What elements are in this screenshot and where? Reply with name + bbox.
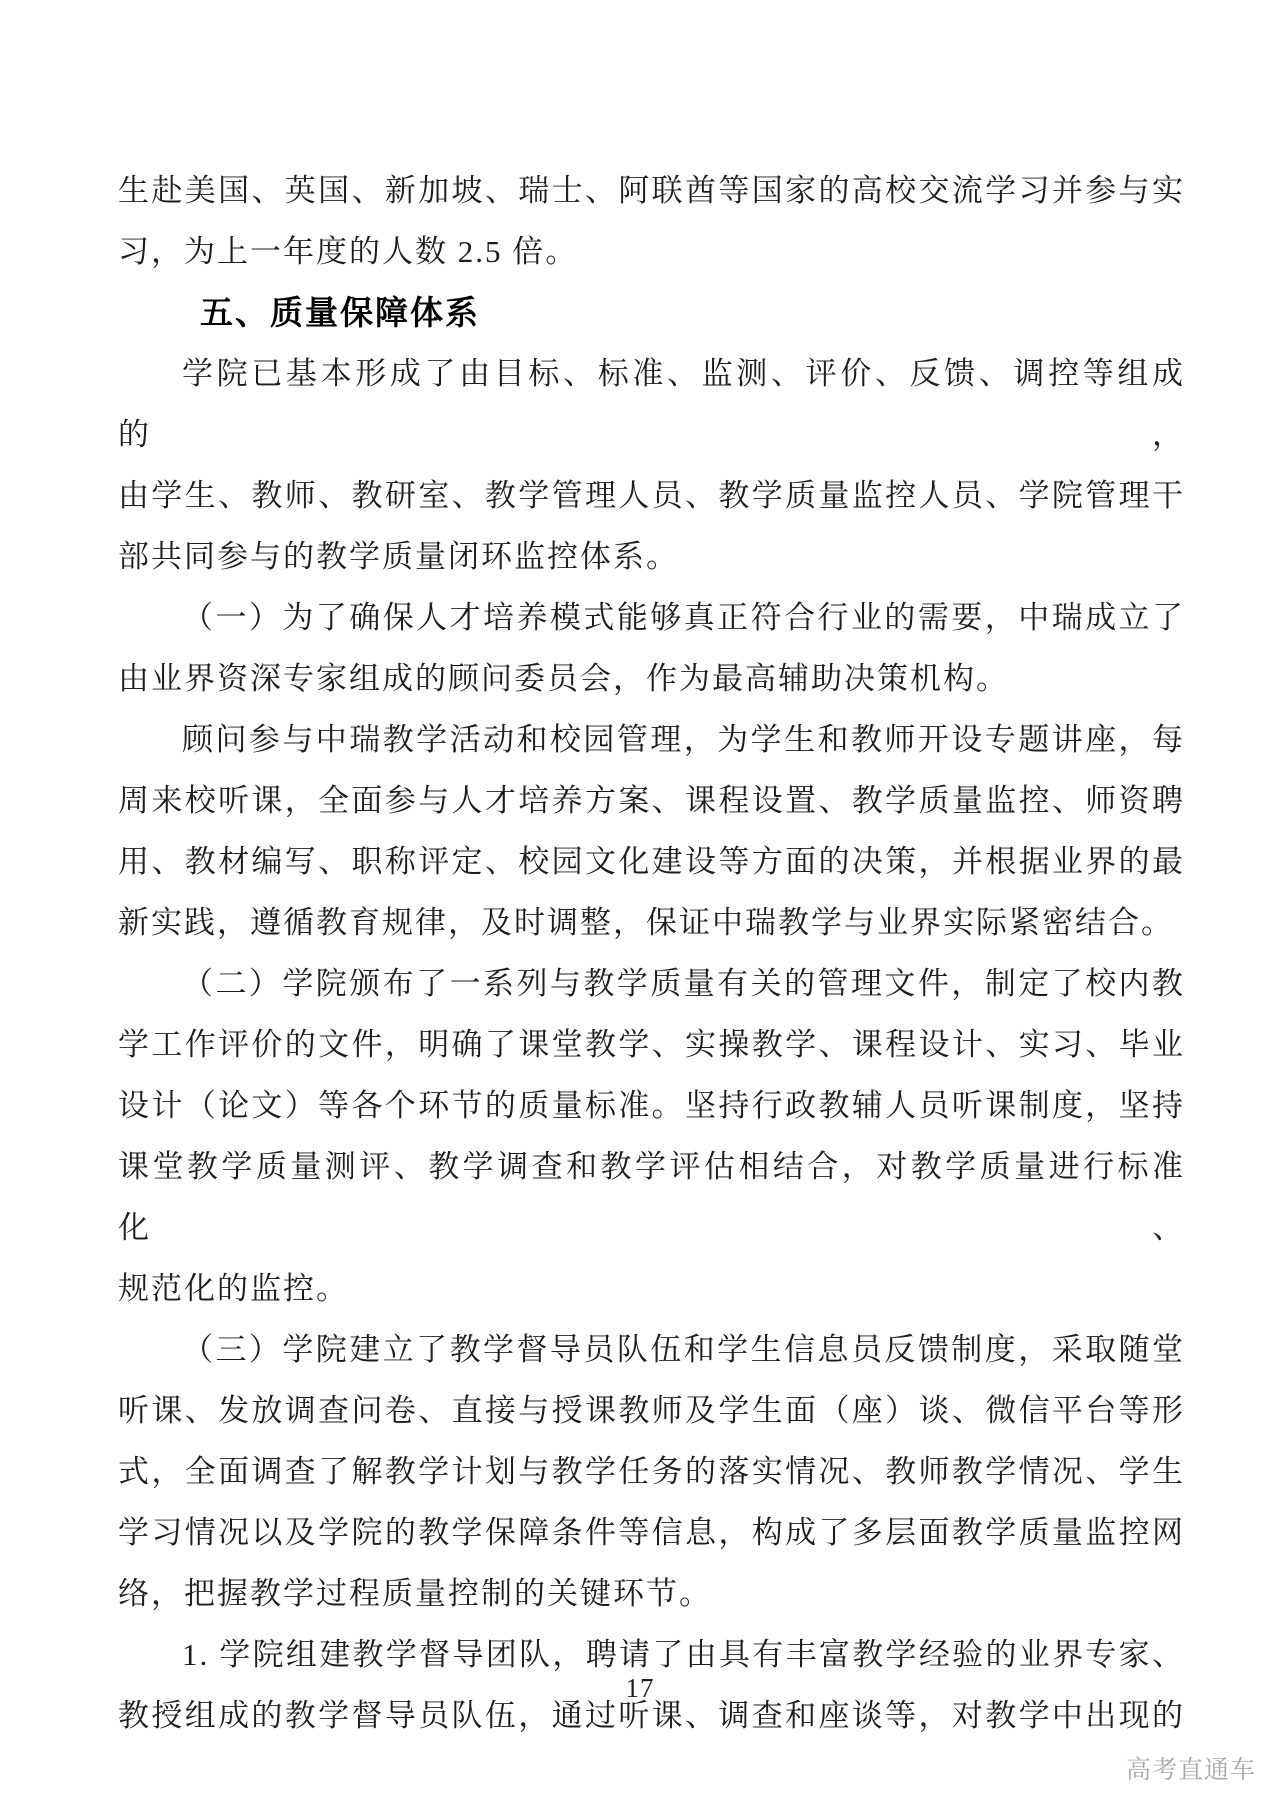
- document-body: [118, 160, 1185, 1746]
- text-line: 教授组成的教学督导员队伍，通过听课、调查和座谈等，对教学中出现的: [118, 1698, 1185, 1733]
- text-line: 式，全面调查了解教学计划与教学任务的落实情况、教师教学情况、学生: [118, 1454, 1185, 1489]
- text-line: 顾问参与中瑞教学活动和校园管理，为学生和教师开设专题讲座，每: [182, 722, 1185, 757]
- text-line: 周来校听课，全面参与人才培养方案、课程设置、教学质量监控、师资聘: [118, 783, 1185, 818]
- paragraph: [118, 160, 1185, 282]
- paragraph: [118, 1319, 1185, 1624]
- text-line: 设计（论文）等各个环节的质量标准。坚持行政教辅人员听课制度，坚持: [118, 1088, 1185, 1123]
- text-line: 新实践，遵循教育规律，及时调整，保证中瑞教学与业界实际紧密结合。: [118, 905, 1174, 940]
- text-line: 络，把握教学过程质量控制的关键环节。: [118, 1576, 712, 1611]
- watermark-text: 高考直通车: [1125, 1756, 1256, 1784]
- text-line: 课堂教学质量测评、教学调查和教学评估相结合，对教学质量进行标准化、: [118, 1149, 1185, 1245]
- paragraph: [118, 587, 1185, 709]
- text-line: 用、教材编写、职称评定、校园文化建设等方面的决策，并根据业界的最: [118, 844, 1185, 879]
- paragraph: [118, 953, 1185, 1319]
- text-line: （二）学院颁布了一系列与教学质量有关的管理文件，制定了校内教: [182, 966, 1185, 1001]
- page-number: 17: [625, 1673, 655, 1703]
- text-line: 听课、发放调查问卷、直接与授课教师及学生面（座）谈、微信平台等形: [118, 1393, 1185, 1428]
- text-line: （三）学院建立了教学督导员队伍和学生信息员反馈制度，采取随堂: [182, 1332, 1185, 1367]
- paragraph: [118, 709, 1185, 953]
- text-line: 由学生、教师、教研室、教学管理人员、教学质量监控人员、学院管理干: [118, 478, 1185, 513]
- text-line: 由业界资深专家组成的顾问委员会，作为最高辅助决策机构。: [118, 661, 1009, 696]
- text-line: 习，为上一年度的人数 2.5 倍。: [118, 234, 579, 269]
- text-line: 1. 学院组建教学督导团队，聘请了由具有丰富教学经验的业界专家、: [182, 1637, 1185, 1672]
- text-line: （一）为了确保人才培养模式能够真正符合行业的需要，中瑞成立了: [182, 600, 1185, 635]
- text-line: 学习情况以及学院的教学保障条件等信息，构成了多层面教学质量监控网: [118, 1515, 1185, 1550]
- text-line: 规范化的监控。: [118, 1271, 349, 1306]
- text-line: 生赴美国、英国、新加坡、瑞士、阿联酋等国家的高校交流学习并参与实: [118, 173, 1185, 208]
- text-line: 学工作评价的文件，明确了课堂教学、实操教学、课程设计、实习、毕业: [118, 1027, 1185, 1062]
- paragraph: [118, 343, 1185, 587]
- text-line: 学院已基本形成了由目标、标准、监测、评价、反馈、调控等组成的，: [118, 356, 1185, 452]
- section-heading: 五、质量保障体系: [200, 294, 480, 331]
- text-line: 部共同参与的教学质量闭环监控体系。: [118, 539, 679, 574]
